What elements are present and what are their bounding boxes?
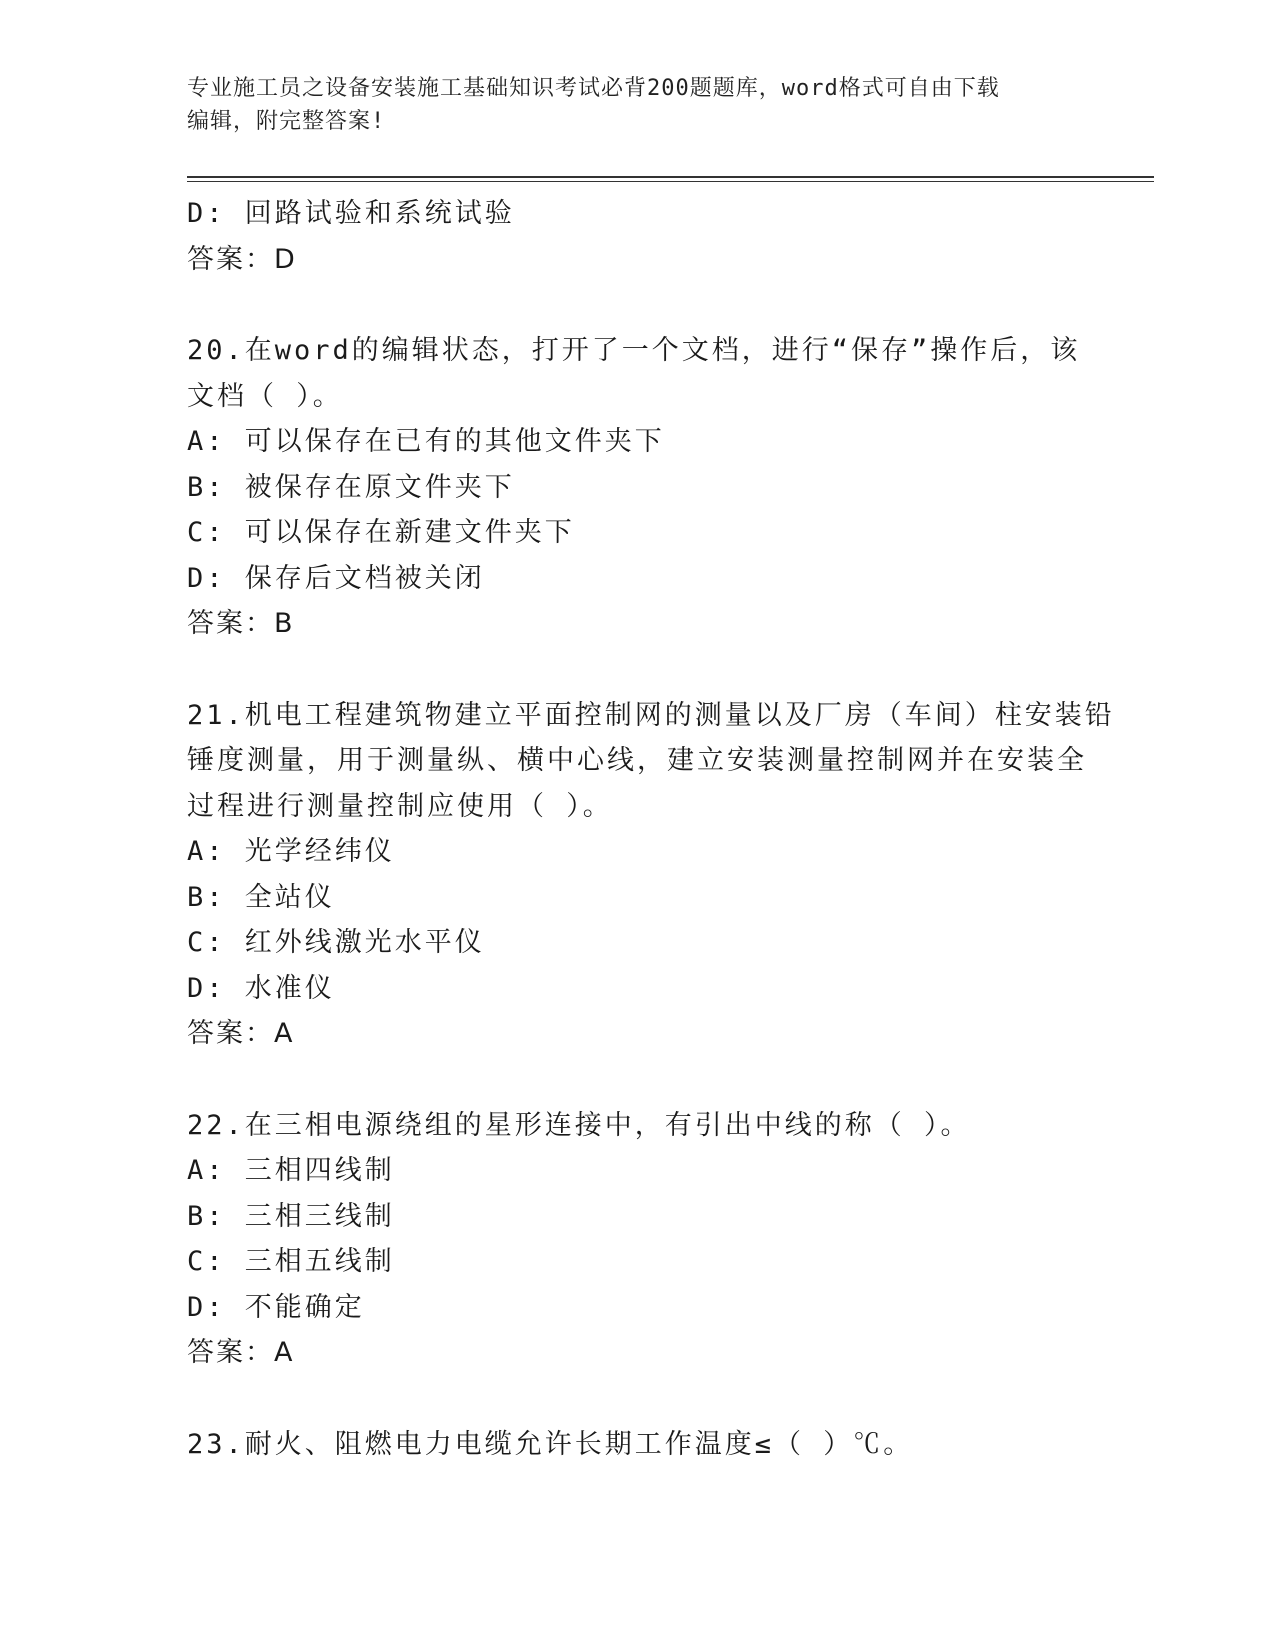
option-b: B: 三相三线制 bbox=[187, 1200, 395, 1232]
option-c: C: 可以保存在新建文件夹下 bbox=[187, 517, 575, 548]
option-b: B: 全站仪 bbox=[187, 881, 335, 913]
option-d: D: 回路试验和系统试验 bbox=[187, 198, 515, 229]
option-a: A: 光学经纬仪 bbox=[187, 836, 395, 867]
question-stem-line: 22.在三相电源绕组的星形连接中，有引出中线的称（ ）。 bbox=[187, 1109, 971, 1141]
option-c: C: 三相五线制 bbox=[187, 1246, 395, 1277]
option-a: A: 三相四线制 bbox=[187, 1155, 395, 1186]
spacer bbox=[187, 647, 1087, 693]
document-body bbox=[187, 191, 1115, 1467]
question-21 bbox=[187, 693, 1115, 1057]
option-d: D: 水准仪 bbox=[187, 972, 335, 1004]
answer-line: 答案：A bbox=[187, 1018, 295, 1049]
question-stem-line: 过程进行测量控制应使用（ ）。 bbox=[187, 790, 613, 822]
question-stem-line: 文档（ ）。 bbox=[187, 380, 343, 412]
header-title-line-2: 编辑，附完整答案! bbox=[187, 109, 386, 134]
option-b: B: 被保存在原文件夹下 bbox=[187, 471, 515, 503]
question-stem-line: 锤度测量，用于测量纵、横中心线，建立安装测量控制网并在安装全 bbox=[187, 745, 1087, 776]
question-23 bbox=[187, 1422, 1087, 1468]
question-20 bbox=[187, 328, 1087, 647]
question-stem-line: 21.机电工程建筑物建立平面控制网的测量以及厂房（车间）柱安装铅 bbox=[187, 699, 1115, 731]
option-c: C: 红外线激光水平仪 bbox=[187, 927, 485, 958]
spacer bbox=[187, 1057, 1087, 1103]
question-22 bbox=[187, 1103, 1087, 1376]
spacer bbox=[187, 282, 1087, 328]
answer-line: 答案：D bbox=[187, 243, 297, 275]
answer-line: 答案：A bbox=[187, 1337, 295, 1368]
question-stem-line: 20.在word的编辑状态，打开了一个文档，进行“保存”操作后，该 bbox=[187, 335, 1081, 366]
question-stem-line: 23.耐火、阻燃电力电缆允许长期工作温度≤（ ）℃。 bbox=[187, 1428, 914, 1460]
header-rule-thin bbox=[187, 181, 1154, 182]
spacer bbox=[187, 1376, 1087, 1422]
option-a: A: 可以保存在已有的其他文件夹下 bbox=[187, 426, 665, 457]
option-d: D: 保存后文档被关闭 bbox=[187, 562, 485, 594]
header-rule-thick bbox=[187, 176, 1154, 178]
option-d: D: 不能确定 bbox=[187, 1291, 365, 1323]
answer-line: 答案：B bbox=[187, 608, 295, 639]
header-title-line-1: 专业施工员之设备安装施工基础知识考试必背200题题库，word格式可自由下载 bbox=[187, 76, 1000, 101]
page-header bbox=[187, 72, 1077, 138]
